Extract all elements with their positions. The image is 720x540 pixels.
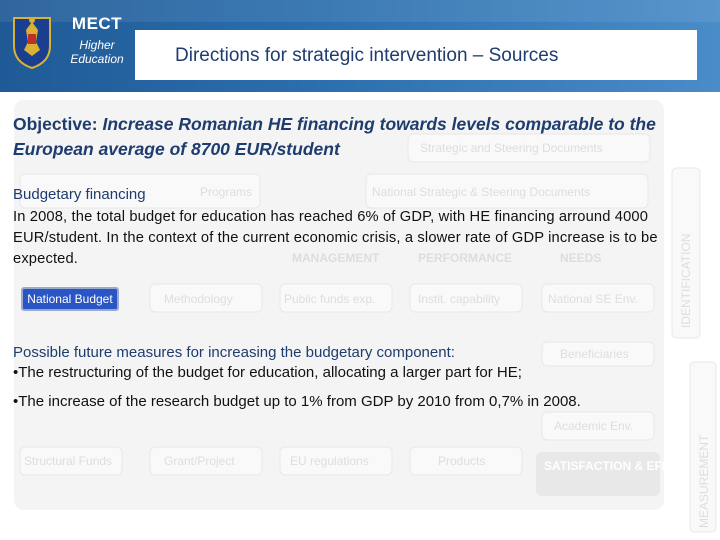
diagram-label-beneficiaries: Beneficiaries xyxy=(560,347,629,361)
diagram-label-products: Products xyxy=(438,454,486,468)
diagram-label-management: MANAGEMENT xyxy=(292,251,380,265)
diagram-label-public-funds: Public funds exp. xyxy=(284,292,376,306)
diagram-label-eu-regulations: EU regulations xyxy=(290,454,369,468)
budget-text: In 2008, the total budget for education has reached 6% of GDP, with HE financing arround 4000 EUR/student. In the context of the current economic crisis, a slower rate of GDP increase is to be expected. xyxy=(13,209,658,267)
diagram-label-identification: IDENTIFICATION xyxy=(679,233,693,328)
diagram-label-methodology: Methodology xyxy=(164,292,233,306)
diagram-label-needs: NEEDS xyxy=(560,251,602,265)
measure-item: •The increase of the research budget up to 1% from GDP by 2010 from 0,7% in 2008. xyxy=(13,393,581,410)
budget-title: Budgetary financing xyxy=(13,186,146,203)
brand-title: MECT xyxy=(71,14,123,33)
diagram-label-grant-project: Grant/Project xyxy=(164,454,235,468)
brand-subtitle-line1: Higher xyxy=(79,38,115,52)
objective-label: Objective: xyxy=(13,114,98,134)
measure-item: •The restructuring of the budget for education, allocating a larger part for HE; xyxy=(13,364,522,381)
diagram-label-structural-funds: Structural Funds xyxy=(24,454,113,468)
diagram-label-instit-capability: Instit. capability xyxy=(418,292,501,306)
diagram-label-performance: PERFORMANCE xyxy=(418,251,513,265)
diagram-label-satisfaction: SATISFACTION & EFFICIENCY xyxy=(544,459,718,473)
national-budget-button[interactable]: National Budget xyxy=(21,287,119,311)
diagram-label-national-se-env: National SE Env. xyxy=(548,292,638,306)
diagram-label-programs: Programs xyxy=(200,185,253,199)
measures-title: Possible future measures for increasing the budgetary component: xyxy=(13,344,455,361)
brand-subtitle-line2: Education xyxy=(70,52,124,66)
diagram-label-top: Strategic and Steering Documents xyxy=(420,141,603,155)
diagram-label-measurement: MEASUREMENT xyxy=(697,434,711,528)
slide-title: Directions for strategic intervention – Sources xyxy=(175,45,559,66)
objective-statement xyxy=(13,112,713,162)
diagram-label-national-docs: National Strategic & Steering Documents xyxy=(372,185,591,199)
diagram-label-academic-env: Academic Env. xyxy=(554,419,634,433)
objective-text: Increase Romanian HE financing towards levels comparable to the European average of 8700 EUR/student xyxy=(13,114,656,159)
